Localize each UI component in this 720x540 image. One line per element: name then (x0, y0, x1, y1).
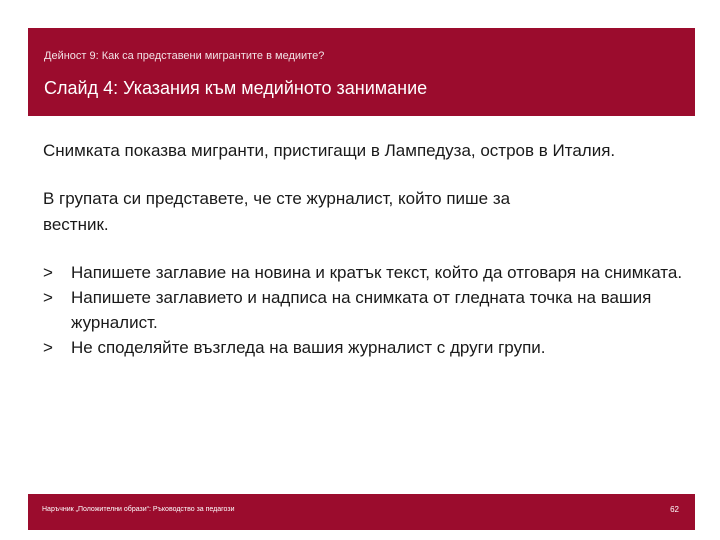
list-item (43, 260, 683, 285)
list-item-text: Напишете заглавие на новина и кратък текст, който да отговаря на снимката. (71, 263, 683, 282)
slide-footer (28, 494, 695, 530)
footer-source: Наръчник „Положителни образи“: Ръководство за педагози (42, 506, 235, 513)
list-item-text: Не споделяйте възгледа на вашия журналист с други групи. (71, 338, 546, 357)
slide-header (28, 28, 695, 116)
slide-title: Слайд 4: Указания към медийното занимание (44, 78, 428, 98)
instruction-list (43, 260, 683, 360)
list-item (43, 335, 683, 360)
list-item-text: Напишете заглавието и надписа на снимката от гледната точка на вашия журналист. (71, 288, 652, 332)
list-item (43, 285, 683, 335)
page-number: 62 (670, 505, 679, 514)
bullet-marker: > (43, 288, 53, 307)
slide-body (43, 138, 683, 360)
activity-label: Дейност 9: Как са представени мигрантите в медиите? (44, 50, 325, 62)
paragraph-intro: Снимката показва мигранти, пристигащи в Лампедуза, остров в Италия. (43, 141, 616, 160)
bullet-marker: > (43, 338, 53, 357)
paragraph-task: В групата си представете, че сте журналист, който пише за вестник. (43, 189, 511, 234)
bullet-marker: > (43, 263, 53, 282)
